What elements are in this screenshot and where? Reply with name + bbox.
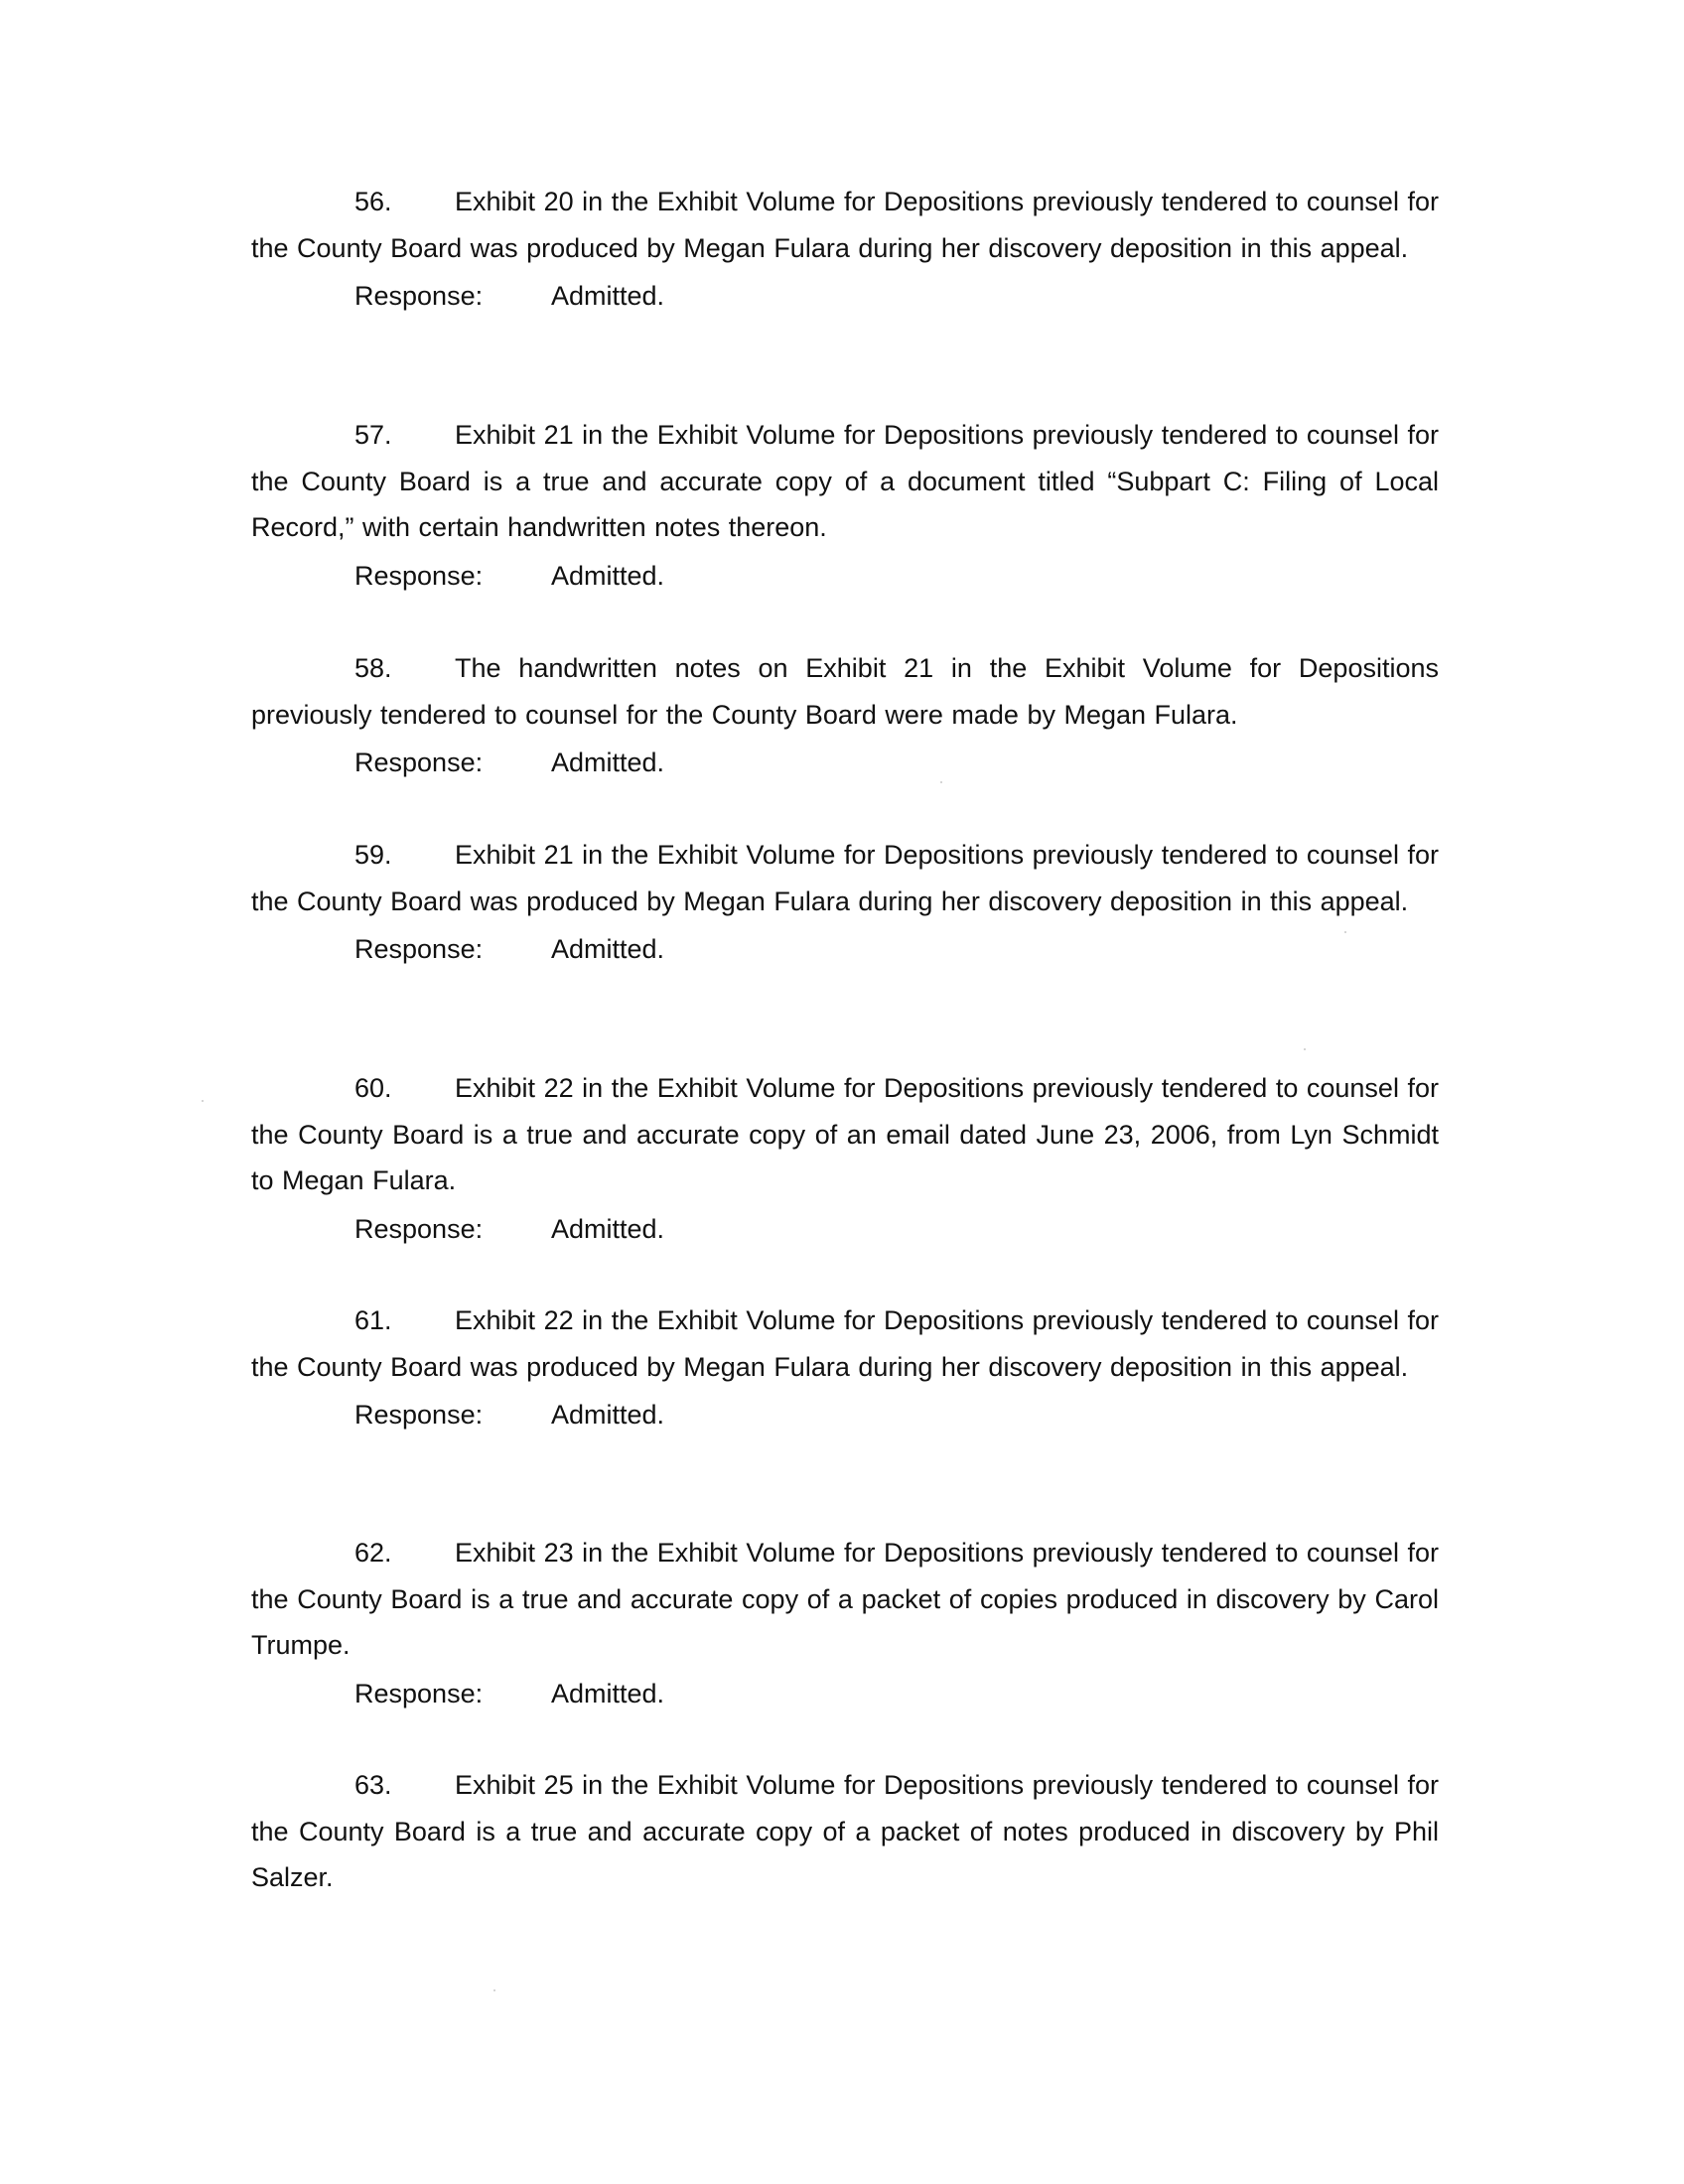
paragraph-text — [251, 1530, 1439, 1669]
paragraph-number: 62. — [354, 1538, 392, 1568]
paragraph-text — [251, 412, 1439, 551]
paragraph-body: Exhibit 22 in the Exhibit Volume for Depositions previously tendered to counsel for the County Board was produced by Megan Fulara during her discovery deposition in this appeal. — [251, 1305, 1439, 1382]
response-label: Response: — [354, 1213, 484, 1244]
paragraph-58 — [251, 645, 1439, 786]
paragraph-text — [251, 645, 1439, 738]
response-value: Admitted. — [551, 281, 665, 311]
paragraph-body: The handwritten notes on Exhibit 21 in the Exhibit Volume for Depositions previously tendered to counsel for the County Board were made by Megan Fulara. — [251, 653, 1439, 730]
response-line — [251, 1206, 1439, 1253]
paragraph-text — [251, 1297, 1439, 1390]
scan-speck — [1344, 931, 1346, 933]
paragraph-number: 57. — [354, 420, 392, 450]
response-label: Response: — [354, 1678, 484, 1708]
scan-speck — [1304, 1048, 1306, 1050]
paragraph-56 — [251, 179, 1439, 320]
scan-speck — [493, 1989, 495, 1991]
paragraph-body: Exhibit 23 in the Exhibit Volume for Depositions previously tendered to counsel for the County Board is a true and accurate copy of a packet of copies produced in discovery by Carol Trumpe. — [251, 1538, 1439, 1660]
response-line — [251, 553, 1439, 600]
response-label: Response: — [354, 1400, 484, 1430]
paragraph-59 — [251, 832, 1439, 973]
response-line — [251, 740, 1439, 786]
paragraph-text — [251, 1065, 1439, 1204]
response-label: Response: — [354, 281, 484, 311]
response-value: Admitted. — [551, 1678, 665, 1708]
paragraph-body: Exhibit 22 in the Exhibit Volume for Depositions previously tendered to counsel for the County Board is a true and accurate copy of an email dated June 23, 2006, from Lyn Schmidt to Megan Fulara. — [251, 1073, 1439, 1195]
response-line — [251, 1671, 1439, 1717]
response-value: Admitted. — [551, 934, 665, 964]
paragraph-number: 63. — [354, 1770, 392, 1800]
paragraph-60 — [251, 1065, 1439, 1252]
paragraph-number: 59. — [354, 840, 392, 870]
paragraph-body: Exhibit 20 in the Exhibit Volume for Depositions previously tendered to counsel for the County Board was produced by Megan Fulara during her discovery deposition in this appeal. — [251, 187, 1439, 263]
paragraph-57 — [251, 412, 1439, 599]
paragraph-62 — [251, 1530, 1439, 1716]
response-line — [251, 273, 1439, 320]
response-line — [251, 1392, 1439, 1438]
paragraph-63 — [251, 1762, 1439, 1901]
response-label: Response: — [354, 748, 484, 777]
response-value: Admitted. — [551, 560, 665, 591]
response-value: Admitted. — [551, 1400, 665, 1430]
scan-speck — [202, 1100, 204, 1102]
paragraph-body: Exhibit 21 in the Exhibit Volume for Depositions previously tendered to counsel for the County Board is a true and accurate copy of a document titled “Subpart C: Filing of Local Record,” with certain handwritten notes thereon. — [251, 420, 1439, 542]
paragraph-text — [251, 832, 1439, 924]
paragraph-number: 61. — [354, 1305, 392, 1335]
paragraph-number: 56. — [354, 187, 392, 216]
response-value: Admitted. — [551, 1213, 665, 1244]
paragraph-text — [251, 1762, 1439, 1901]
paragraph-text — [251, 179, 1439, 271]
scan-speck — [940, 781, 942, 783]
response-value: Admitted. — [551, 748, 665, 777]
response-label: Response: — [354, 934, 484, 964]
paragraph-body: Exhibit 21 in the Exhibit Volume for Depositions previously tendered to counsel for the County Board was produced by Megan Fulara during her discovery deposition in this appeal. — [251, 840, 1439, 916]
paragraph-61 — [251, 1297, 1439, 1438]
response-label: Response: — [354, 560, 484, 591]
paragraph-number: 60. — [354, 1073, 392, 1103]
response-line — [251, 926, 1439, 973]
paragraph-number: 58. — [354, 653, 392, 683]
paragraph-body: Exhibit 25 in the Exhibit Volume for Depositions previously tendered to counsel for the County Board is a true and accurate copy of a packet of notes produced in discovery by Phil Salzer. — [251, 1770, 1439, 1892]
